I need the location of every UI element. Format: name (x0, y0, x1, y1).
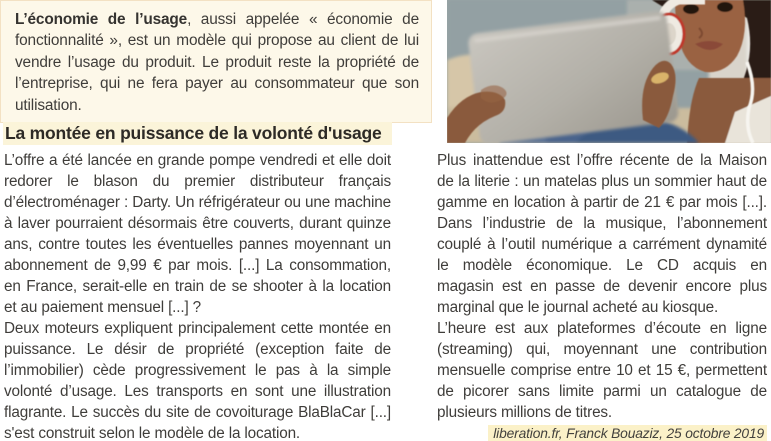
definition-text (15, 9, 419, 116)
paragraph-offre-darty: L’offre a été lancée en grande pompe vendredi et elle doit redorer le blason du premier distributeur français d’électroménager : Darty. Un réfrigérateur ou une machine à laver pourraient désormais être couverts, durant quinze ans, contre toutes les éventuelles pannes moyennant un abonnement de 9,99 € par mois. [...] La consommation, en France, serait-elle en train de se shooter à la location et au paiement mensuel [...] ? (4, 152, 391, 316)
right-eye (717, 2, 733, 12)
definition-box (0, 0, 432, 123)
definition-body: , aussi appelée « économie de fonctionnalité », est un modèle qui propose au client de lui vendre l’usage du produit. Le produit reste la propriété de l’entreprise, qui ne fera payer au consommateur que son utilisation. (15, 11, 419, 114)
source-credit-text: liberation.fr, Franck Bouaziz, 25 octobre 2019 (488, 425, 767, 441)
paragraph-streaming: L’heure est aux plateformes d’écoute en ligne (streaming) qui, moyennant une contribution mensuelle comprise entre 10 et 15 €, permettent de picorer sans limite parmi un catalogue de plusieurs millions de titres. (437, 320, 767, 421)
source-credit (437, 425, 767, 441)
section-heading-text: La montée en puissance de la volonté d'usage (3, 122, 392, 145)
paragraph-maison-literie: Plus inattendue est l’offre récente de la Maison de la literie : un matelas plus un sommier haut de gamme en location à partir de 21 € par mois [...]. Dans l’industrie de la musique, l’abonnement couplé à l’outil numérique a carrément dynamité le modèle économique. Le CD acquis en magasin est en passe de devenir encore plus marginal que le journal acheté au kiosque. (437, 152, 767, 316)
definition-term: L’économie de l’usage (15, 11, 188, 28)
left-eye (683, 4, 699, 14)
section-heading (3, 123, 392, 144)
article-photo (447, 0, 771, 143)
paragraph-deux-moteurs: Deux moteurs expliquent principalement cette montée en puissance. Le désir de propriété (exception faite de l’immobilier) cède progressivement le pas à la simple volonté d’usage. Les transports en sont une illustration flagrante. Le succès du site de covoiturage BlaBlaCar [...] s'est construit selon le modèle de la location. (4, 320, 391, 441)
right-column (437, 150, 767, 441)
left-column (4, 150, 391, 441)
photo-illustration (447, 0, 771, 143)
